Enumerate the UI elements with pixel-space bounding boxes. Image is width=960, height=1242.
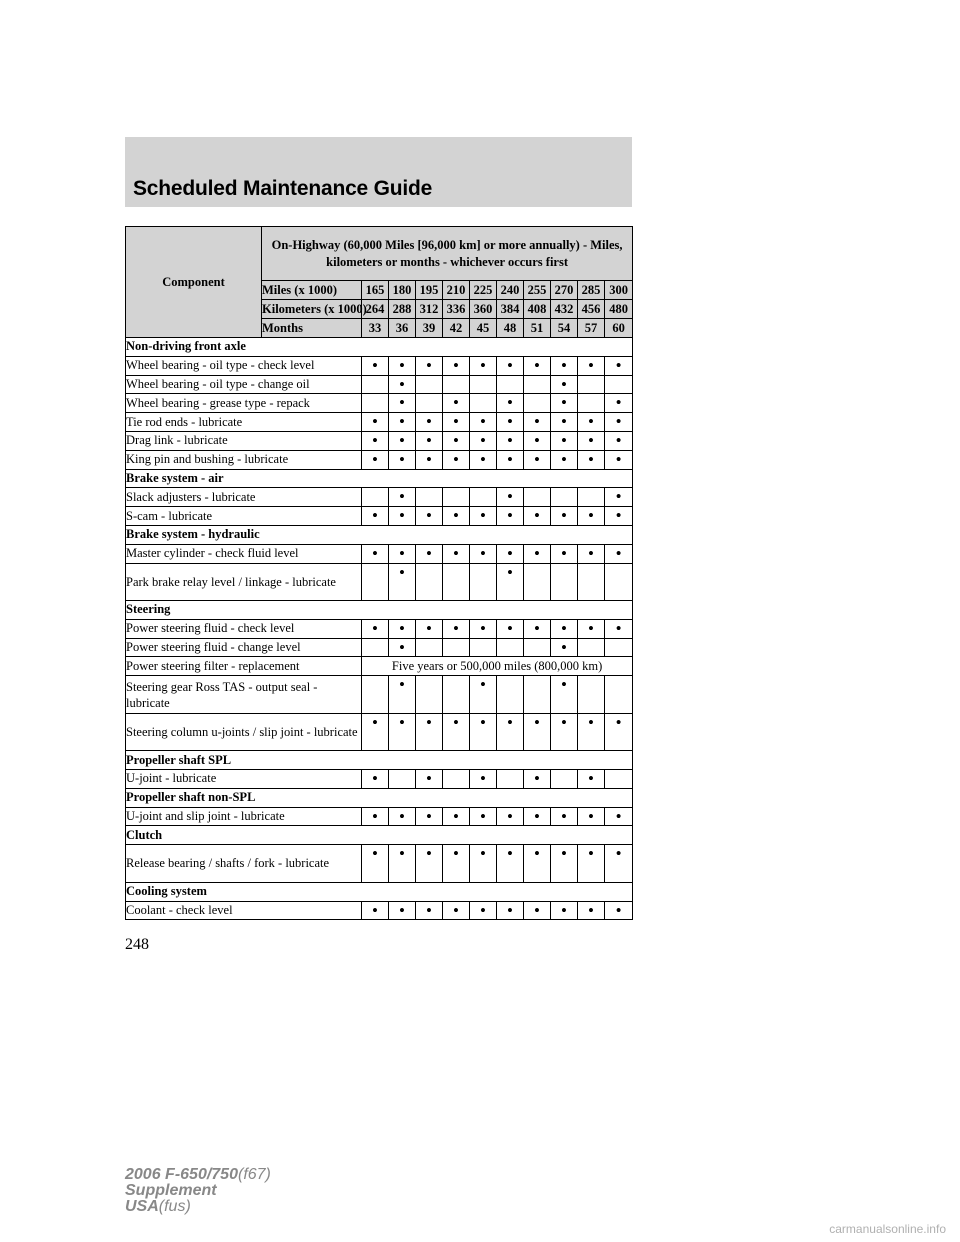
service-mark: • [524,431,551,450]
empty-cell [497,676,524,714]
service-mark: • [551,845,578,883]
service-mark: • [389,450,416,469]
section-row [126,525,633,544]
service-mark: • [389,619,416,638]
empty-cell [551,563,578,601]
service-mark: • [443,619,470,638]
service-mark: • [389,544,416,563]
service-mark: • [470,845,497,883]
interval-value: 288 [389,300,416,319]
interval-value: 210 [443,281,470,300]
table-row [126,657,633,676]
service-mark: • [470,413,497,432]
service-mark: • [443,544,470,563]
service-mark: • [551,638,578,657]
empty-cell [443,638,470,657]
component-name: Wheel bearing - grease type - repack [126,394,362,413]
empty-cell [524,676,551,714]
service-mark: • [362,901,389,920]
header-band [125,137,632,207]
interval-value: 33 [362,319,389,338]
service-mark: • [497,713,524,751]
empty-cell [470,394,497,413]
interval-value: 165 [362,281,389,300]
page-number: 248 [125,936,149,953]
service-mark: • [578,356,605,375]
service-mark: • [578,713,605,751]
footer-region: USA [125,1198,159,1215]
service-mark: • [362,431,389,450]
service-mark: • [551,450,578,469]
section-title: Clutch [126,826,633,845]
service-mark: • [362,770,389,789]
service-mark: • [497,563,524,601]
service-mark: • [389,356,416,375]
service-mark: • [605,901,633,920]
footer-doc-type: Supplement [125,1182,217,1199]
interval-value: 360 [470,300,497,319]
empty-cell [578,488,605,507]
component-name: Wheel bearing - oil type - change oil [126,375,362,394]
table-row [126,845,633,883]
service-mark: • [551,431,578,450]
empty-cell [524,488,551,507]
service-mark: • [578,901,605,920]
service-mark: • [443,431,470,450]
interval-value: 270 [551,281,578,300]
service-mark: • [578,507,605,526]
service-mark: • [605,807,633,826]
empty-cell [578,375,605,394]
service-mark: • [524,413,551,432]
table-row [126,413,633,432]
empty-cell [443,563,470,601]
service-mark: • [524,507,551,526]
empty-cell [443,375,470,394]
interval-value: 240 [497,281,524,300]
service-mark: • [605,413,633,432]
table-row [126,450,633,469]
empty-cell [470,375,497,394]
interval-value: 255 [524,281,551,300]
service-mark: • [551,619,578,638]
empty-cell [551,770,578,789]
service-mark: • [389,901,416,920]
interval-value: 195 [416,281,443,300]
service-mark: • [605,845,633,883]
service-mark: • [362,619,389,638]
table-row [126,807,633,826]
service-mark: • [524,619,551,638]
empty-cell [578,638,605,657]
interval-value: 480 [605,300,633,319]
interval-label: Kilometers (x 1000) [262,300,362,319]
page-title: Scheduled Maintenance Guide [133,177,433,200]
table-row [126,356,633,375]
service-mark: • [497,619,524,638]
component-header: Component [126,227,262,338]
component-name: U-joint - lubricate [126,770,362,789]
service-mark: • [416,901,443,920]
section-title: Non-driving front axle [126,338,633,357]
service-mark: • [443,845,470,883]
service-mark: • [524,770,551,789]
service-mark: • [443,507,470,526]
service-mark: • [551,413,578,432]
empty-cell [605,676,633,714]
service-mark: • [551,507,578,526]
service-mark: • [605,713,633,751]
table-row [126,544,633,563]
section-title: Brake system - hydraulic [126,525,633,544]
service-mark: • [362,807,389,826]
footer-model: 2006 F-650/750 [125,1166,238,1183]
section-row [126,788,633,807]
service-mark: • [551,394,578,413]
service-mark: • [605,394,633,413]
service-mark: • [524,901,551,920]
service-mark: • [497,394,524,413]
interval-value: 51 [524,319,551,338]
component-name: Steering column u-joints / slip joint - lubricate [126,713,362,751]
empty-cell [497,375,524,394]
service-mark: • [605,544,633,563]
table-row [126,638,633,657]
service-mark: • [605,507,633,526]
service-mark: • [362,713,389,751]
interval-value: 456 [578,300,605,319]
service-mark: • [389,488,416,507]
service-mark: • [416,413,443,432]
service-mark: • [416,619,443,638]
service-mark: • [443,450,470,469]
interval-label: Miles (x 1000) [262,281,362,300]
service-mark: • [362,450,389,469]
service-mark: • [578,807,605,826]
service-mark: • [551,901,578,920]
service-mark: • [389,375,416,394]
service-mark: • [416,845,443,883]
service-mark: • [389,394,416,413]
interval-value: 48 [497,319,524,338]
service-mark: • [470,431,497,450]
service-mark: • [605,619,633,638]
empty-cell [443,488,470,507]
table-row [126,488,633,507]
service-mark: • [497,413,524,432]
service-mark: • [443,356,470,375]
service-mark: • [524,356,551,375]
empty-cell [524,394,551,413]
component-name: Master cylinder - check fluid level [126,544,362,563]
service-mark: • [389,676,416,714]
service-mark: • [362,845,389,883]
interval-value: 312 [416,300,443,319]
table-row [126,901,633,920]
interval-value: 39 [416,319,443,338]
service-mark: • [524,713,551,751]
table-row [126,507,633,526]
table-row [126,770,633,789]
service-mark: • [389,807,416,826]
service-mark: • [470,450,497,469]
empty-cell [605,770,633,789]
section-title: Propeller shaft non-SPL [126,788,633,807]
maintenance-table [125,226,633,920]
empty-cell [524,375,551,394]
empty-cell [362,563,389,601]
empty-cell [362,638,389,657]
service-mark: • [389,638,416,657]
service-mark: • [470,770,497,789]
service-mark: • [524,807,551,826]
service-mark: • [470,713,497,751]
service-mark: • [416,431,443,450]
section-row [126,469,633,488]
service-mark: • [443,394,470,413]
section-row [126,826,633,845]
component-name: Coolant - check level [126,901,362,920]
service-mark: • [416,770,443,789]
service-mark: • [470,619,497,638]
service-mark: • [416,507,443,526]
service-mark: • [470,807,497,826]
service-mark: • [389,845,416,883]
section-title: Cooling system [126,882,633,901]
interval-value: 432 [551,300,578,319]
table-row [126,619,633,638]
interval-value: 384 [497,300,524,319]
section-title: Steering [126,601,633,620]
service-mark: • [524,845,551,883]
footer-region-code: (fus) [158,1198,191,1215]
service-mark: • [551,713,578,751]
component-name: U-joint and slip joint - lubricate [126,807,362,826]
service-mark: • [362,507,389,526]
service-mark: • [578,450,605,469]
table-row [126,431,633,450]
empty-cell [416,638,443,657]
service-mark: • [443,901,470,920]
interval-value: 60 [605,319,633,338]
interval-value: 264 [362,300,389,319]
service-mark: • [551,676,578,714]
service-mark: • [578,544,605,563]
service-mark: • [551,544,578,563]
watermark: carmanualsonline.info [829,1222,946,1236]
component-name: Power steering filter - replacement [126,657,362,676]
service-mark: • [578,413,605,432]
footer-model-code: (f67) [237,1166,271,1183]
service-mark: • [362,544,389,563]
interval-note: Five years or 500,000 miles (800,000 km) [362,657,633,676]
service-mark: • [362,356,389,375]
empty-cell [497,770,524,789]
service-mark: • [416,356,443,375]
service-mark: • [470,676,497,714]
interval-value: 225 [470,281,497,300]
service-mark: • [551,807,578,826]
component-name: Park brake relay level / linkage - lubricate [126,563,362,601]
service-mark: • [416,807,443,826]
service-mark: • [443,807,470,826]
interval-value: 180 [389,281,416,300]
empty-cell [605,375,633,394]
service-mark: • [389,713,416,751]
empty-cell [578,676,605,714]
service-mark: • [578,431,605,450]
service-mark: • [578,770,605,789]
service-mark: • [416,713,443,751]
empty-cell [416,563,443,601]
interval-value: 45 [470,319,497,338]
empty-cell [578,394,605,413]
service-mark: • [497,507,524,526]
empty-cell [578,563,605,601]
empty-cell [470,488,497,507]
service-mark: • [416,450,443,469]
service-mark: • [389,563,416,601]
schedule-title-row [126,227,633,281]
empty-cell [416,488,443,507]
component-name: Wheel bearing - oil type - check level [126,356,362,375]
service-mark: • [470,356,497,375]
service-mark: • [497,450,524,469]
component-name: Slack adjusters - lubricate [126,488,362,507]
empty-cell [362,375,389,394]
service-mark: • [524,544,551,563]
service-mark: • [497,488,524,507]
service-mark: • [605,488,633,507]
service-mark: • [524,450,551,469]
empty-cell [416,676,443,714]
section-title: Brake system - air [126,469,633,488]
table-row [126,375,633,394]
section-row [126,882,633,901]
service-mark: • [416,544,443,563]
service-mark: • [578,619,605,638]
component-name: Release bearing / shafts / fork - lubricate [126,845,362,883]
service-mark: • [497,807,524,826]
interval-label: Months [262,319,362,338]
service-mark: • [497,845,524,883]
section-row [126,601,633,620]
service-mark: • [362,413,389,432]
table-row [126,676,633,714]
empty-cell [416,394,443,413]
service-mark: • [470,544,497,563]
interval-value: 36 [389,319,416,338]
section-row [126,338,633,357]
component-name: Power steering fluid - check level [126,619,362,638]
interval-value: 300 [605,281,633,300]
empty-cell [470,563,497,601]
empty-cell [362,488,389,507]
interval-value: 42 [443,319,470,338]
empty-cell [416,375,443,394]
interval-value: 57 [578,319,605,338]
service-mark: • [497,356,524,375]
empty-cell [524,563,551,601]
table-row [126,563,633,601]
service-mark: • [605,356,633,375]
service-mark: • [605,431,633,450]
service-mark: • [497,431,524,450]
document-footer [125,1167,271,1215]
interval-value: 54 [551,319,578,338]
interval-value: 336 [443,300,470,319]
interval-value: 408 [524,300,551,319]
component-name: King pin and bushing - lubricate [126,450,362,469]
schedule-title: On-Highway (60,000 Miles [96,000 km] or more annually) - Miles, kilometers or months - whichever occurs first [262,227,633,281]
service-mark: • [551,356,578,375]
table-row [126,394,633,413]
empty-cell [524,638,551,657]
empty-cell [551,488,578,507]
service-mark: • [443,713,470,751]
section-title: Propeller shaft SPL [126,751,633,770]
service-mark: • [389,507,416,526]
service-mark: • [605,450,633,469]
empty-cell [362,676,389,714]
service-mark: • [497,901,524,920]
service-mark: • [578,845,605,883]
component-name: Tie rod ends - lubricate [126,413,362,432]
empty-cell [443,770,470,789]
empty-cell [443,676,470,714]
component-name: Power steering fluid - change level [126,638,362,657]
service-mark: • [389,413,416,432]
empty-cell [497,638,524,657]
empty-cell [605,638,633,657]
empty-cell [470,638,497,657]
service-mark: • [389,431,416,450]
service-mark: • [497,544,524,563]
service-mark: • [443,413,470,432]
component-name: Drag link - lubricate [126,431,362,450]
section-row [126,751,633,770]
table-row [126,713,633,751]
empty-cell [389,770,416,789]
service-mark: • [470,901,497,920]
empty-cell [362,394,389,413]
service-mark: • [551,375,578,394]
empty-cell [605,563,633,601]
component-name: S-cam - lubricate [126,507,362,526]
interval-value: 285 [578,281,605,300]
component-name: Steering gear Ross TAS - output seal - lubricate [126,676,362,714]
service-mark: • [470,507,497,526]
